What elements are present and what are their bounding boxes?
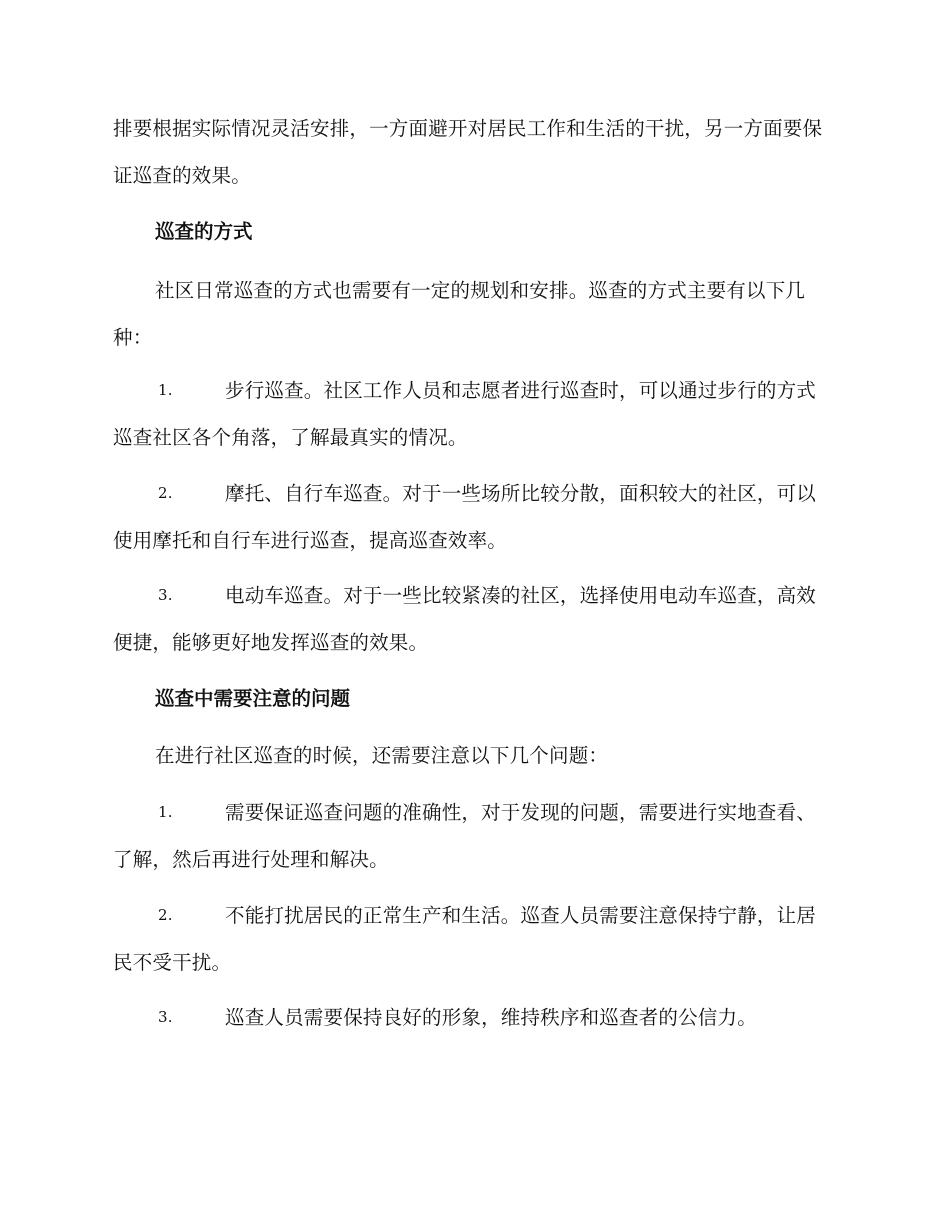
list-item-text: 步行巡查。社区工作人员和志愿者进行巡查时，可以通过步行的方式巡查社区各个角落，了解最真实的情况。 — [113, 379, 817, 449]
list-item-text: 不能打扰居民的正常生产和生活。巡查人员需要注意保持宁静，让居民不受干扰。 — [113, 904, 817, 974]
issues-lead-paragraph: 在进行社区巡查的时候，还需要注意以下几个问题： — [155, 744, 609, 767]
issues-list-item — [113, 994, 835, 1041]
list-number: 3. — [158, 1008, 173, 1026]
list-item-text: 需要保证巡查问题的准确性，对于发现的问题，需要进行实地查看、了解，然后再进行处理和解决。 — [113, 801, 817, 871]
intro-paragraph: 排要根据实际情况灵活安排，一方面避开对居民工作和生活的干扰，另一方面要保证巡查的效果。 — [113, 117, 823, 187]
method-list-item — [113, 572, 835, 666]
list-item-text: 电动车巡查。对于一些比较紧凑的社区，选择使用电动车巡查，高效便捷，能够更好地发挥巡查的效果。 — [113, 584, 817, 654]
section-heading-method: 巡查的方式 — [155, 220, 253, 243]
list-number: 3. — [158, 586, 173, 604]
list-item-text: 巡查人员需要保持良好的形象，维持秩序和巡查者的公信力。 — [225, 1006, 757, 1029]
list-number: 1. — [158, 381, 173, 399]
section-heading-issues: 巡查中需要注意的问题 — [155, 687, 351, 710]
list-number: 2. — [158, 906, 173, 924]
method-lead-paragraph: 社区日常巡查的方式也需要有一定的规划和安排。巡查的方式主要有以下几种： — [113, 279, 806, 349]
method-list-item — [113, 470, 835, 564]
list-item-text: 摩托、自行车巡查。对于一些场所比较分散，面积较大的社区，可以使用摩托和自行车进行巡查，提高巡查效率。 — [113, 482, 817, 552]
list-number: 2. — [158, 484, 173, 502]
issues-list-item — [113, 892, 835, 986]
list-number: 1. — [158, 803, 173, 821]
issues-list-item — [113, 789, 835, 883]
method-list-item — [113, 367, 835, 461]
